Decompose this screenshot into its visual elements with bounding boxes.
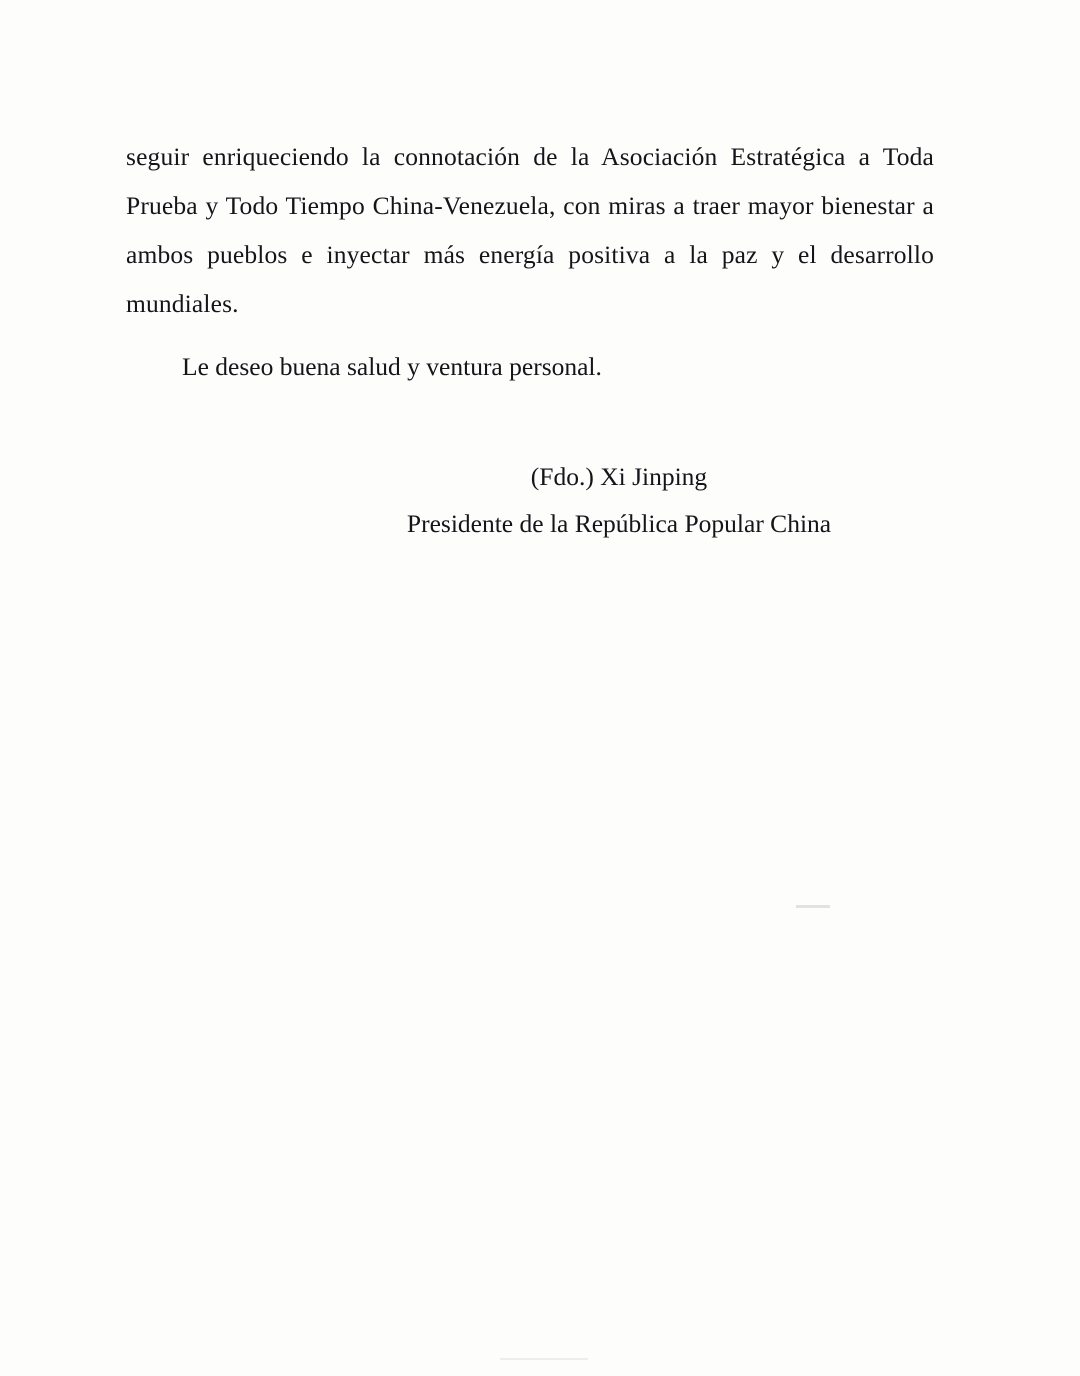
signature-name: (Fdo.) Xi Jinping (530, 462, 708, 491)
paragraph-main: seguir enriqueciendo la connotación de la Asociación Estratégica a Toda Prueba y Todo Tiempo China-Venezuela, con miras a traer mayor bienestar a ambos pueblos e inyectar más energía positiva a la paz y el desarrollo mundiales. (126, 142, 934, 318)
document-body (126, 132, 934, 547)
scan-artifact-mark (796, 905, 830, 908)
signature-block (126, 453, 934, 547)
signature-title: Presidente de la República Popular China (406, 509, 832, 538)
paragraph-closing-wish: Le deseo buena salud y ventura personal. (182, 352, 602, 381)
scan-artifact-mark-bottom (500, 1358, 588, 1360)
